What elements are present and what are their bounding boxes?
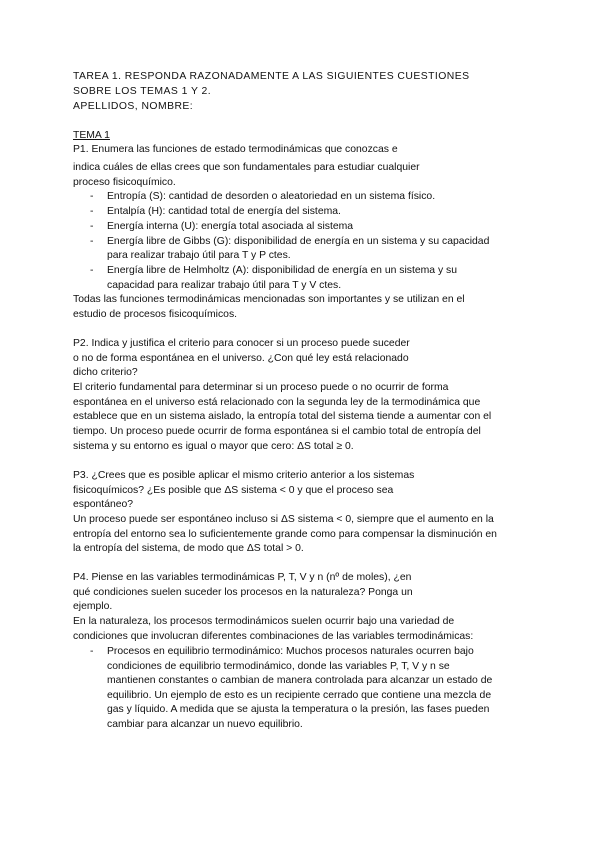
p4-question-line: P4. Piense en las variables termodinámicas P, T, V y n (nº de moles), ¿en	[73, 572, 412, 583]
p1-bullet: Energía interna (U): energía total asociada al sistema	[107, 221, 354, 232]
p1-question-line: P1. Enumera las funciones de estado termodinámicas que conozcas e	[73, 144, 398, 155]
p1-bullet: Energía libre de Helmholtz (A): disponibilidad de energía en un sistema y su	[107, 265, 458, 276]
p4-answer-line: condiciones que involucran diferentes combinaciones de las variables termodinámicas:	[73, 631, 474, 642]
assignment-subtitle: SOBRE LOS TEMAS 1 Y 2.	[73, 86, 212, 97]
p2-answer-line: espontánea en el universo está relacionado con la segunda ley de la termodinámica que	[73, 397, 481, 408]
p4-bullet-continuation: equilibrio. Un ejemplo de esto es un recipiente cerrado que contiene una mezcla de	[107, 690, 492, 701]
p1-bullet-continuation: capacidad para realizar trabajo útil para T y V ctes.	[107, 280, 342, 291]
bullet-dash: -	[90, 265, 94, 276]
p1-bullet: Energía libre de Gibbs (G): disponibilidad de energía en un sistema y su capacidad	[107, 236, 490, 247]
p3-answer-line: Un proceso puede ser espontáneo incluso si ΔS sistema < 0, siempre que el aumento en la	[73, 514, 494, 525]
p2-answer-line: establece que en un sistema aislado, la entropía total del sistema tiende a aumentar con el	[73, 411, 492, 422]
p1-bullet-continuation: para realizar trabajo útil para T y P ctes.	[107, 250, 291, 261]
p2-question-line: o no de forma espontánea en el universo. ¿Con qué ley está relacionado	[73, 353, 409, 364]
p3-answer-line: la entropía del sistema, de modo que ΔS total > 0.	[73, 543, 304, 554]
name-field-label: APELLIDOS, NOMBRE:	[73, 101, 194, 112]
bullet-dash: -	[90, 221, 94, 232]
p4-answer-line: En la naturaleza, los procesos termodinámicos suelen ocurrir bajo una variedad de	[73, 616, 455, 627]
p3-answer-line: entropía del entorno sea lo suficientemente grande como para compensar la disminución en	[73, 529, 497, 540]
p2-answer-line: tiempo. Un proceso puede ocurrir de forma espontánea si el cambio total de entropía del	[73, 426, 481, 437]
p1-bullet: Entalpía (H): cantidad total de energía del sistema.	[107, 206, 341, 217]
p2-question-line: dicho criterio?	[73, 367, 138, 378]
bullet-dash: -	[90, 206, 94, 217]
p2-answer-line: sistema y su entorno es igual o mayor que cero: ΔS total ≥ 0.	[73, 441, 354, 452]
p4-bullet-continuation: mantienen constantes o cambian de manera controlada para alcanzar un estado de	[107, 675, 493, 686]
bullet-dash: -	[90, 646, 94, 657]
p3-question-line: P3. ¿Crees que es posible aplicar el mismo criterio anterior a los sistemas	[73, 470, 415, 481]
assignment-title: TAREA 1. RESPONDA RAZONADAMENTE A LAS SIGUIENTES CUESTIONES	[73, 71, 470, 82]
section-title: TEMA 1	[73, 130, 110, 141]
p3-question-line: espontáneo?	[73, 499, 134, 510]
p4-bullet-continuation: condiciones de equilibrio termodinámico, donde las variables P, T, V y n se	[107, 661, 450, 672]
bullet-dash: -	[90, 236, 94, 247]
p1-bullet: Entropía (S): cantidad de desorden o aleatoriedad en un sistema físico.	[107, 191, 436, 202]
p2-answer-line: El criterio fundamental para determinar si un proceso puede o no ocurrir de forma	[73, 382, 449, 393]
p2-question-line: P2. Indica y justifica el criterio para conocer si un proceso puede suceder	[73, 338, 410, 349]
p4-bullet: Procesos en equilibrio termodinámico: Muchos procesos naturales ocurren bajo	[107, 646, 474, 657]
p3-question-line: fisicoquímicos? ¿Es posible que ΔS sistema < 0 y que el proceso sea	[73, 485, 394, 496]
p4-bullet-continuation: cambiar para alcanzar un nuevo equilibrio.	[107, 719, 303, 730]
p1-question-line: indica cuáles de ellas crees que son fundamentales para estudiar cualquier	[73, 162, 420, 173]
p1-answer-line: estudio de procesos fisicoquímicos.	[73, 309, 238, 320]
p1-question-line: proceso fisicoquímico.	[73, 177, 176, 188]
p1-answer-line: Todas las funciones termodinámicas mencionadas son importantes y se utilizan en el	[73, 294, 465, 305]
bullet-dash: -	[90, 191, 94, 202]
p4-bullet-continuation: gas y líquido. A medida que se ajusta la temperatura o la presión, las fases pueden	[107, 704, 490, 715]
p4-question-line: qué condiciones suelen suceder los procesos en la naturaleza? Ponga un	[73, 587, 413, 598]
p4-question-line: ejemplo.	[73, 601, 113, 612]
